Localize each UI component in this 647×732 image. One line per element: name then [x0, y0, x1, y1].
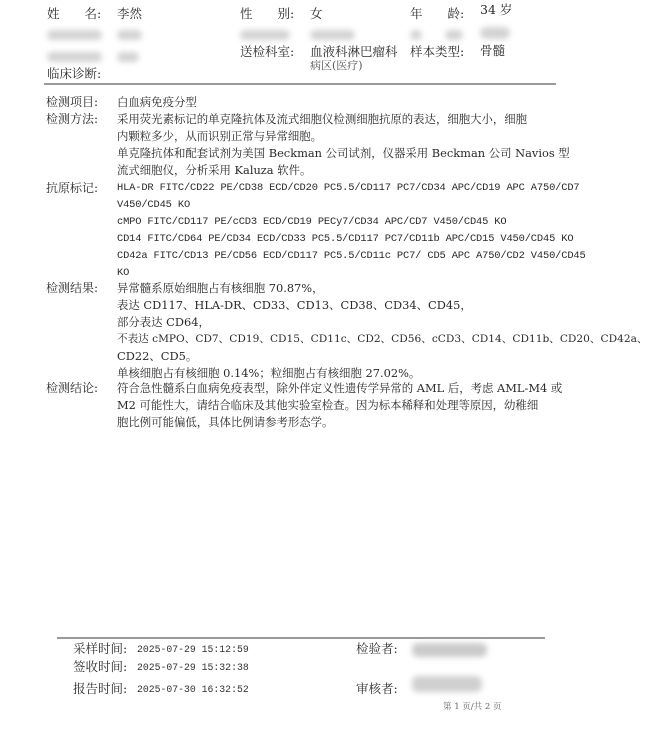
- redacted-label: [47, 30, 102, 40]
- antigen-tube-line: CD42a FITC/CD13 PE/CD56 ECD/CD117 PC5.5/CD11c PC7/ CD5 APC A750/CD2 V450/CD45: [117, 250, 586, 262]
- diagnosis-label: 临床诊断:: [47, 66, 102, 81]
- antigen-tube-line: HLA-DR FITC/CD22 PE/CD38 ECD/CD20 PC5.5/CD117 PC7/CD34 APC/CD19 APC A750/CD7: [117, 182, 580, 194]
- text-line: 部分表达 CD64，: [117, 315, 210, 329]
- department-label: 送检科室:: [240, 44, 295, 59]
- antigen-panel-label: 抗原标记:: [46, 181, 99, 195]
- text-line: 符合急性髓系白血病免疫表型，除外伴定义性遗传学异常的 AML 后，考虑 AML-M4 或: [117, 381, 563, 395]
- name-value: 李然: [117, 6, 143, 21]
- antigen-panel-value: [117, 180, 586, 282]
- page-indicator: 第 1 页/共 2 页: [443, 702, 502, 712]
- redacted-label: [240, 30, 290, 40]
- text-line: CD22、CD5。: [117, 349, 198, 363]
- text-line: 表达 CD117、HLA-DR、CD33、CD13、CD38、CD34、CD45，: [117, 298, 472, 312]
- report-time-label: 报告时间:: [73, 681, 128, 696]
- report-time-value: 2025-07-30 16:32:52: [137, 684, 249, 695]
- inspector-signature-redacted: [412, 643, 487, 657]
- age-label: 年 龄:: [410, 6, 465, 21]
- inspector-label: 检验者:: [356, 641, 398, 656]
- text-line: 白血病免疫分型: [117, 95, 197, 109]
- text-line: 单核细胞占有核细胞 0.14%；粒细胞占有核细胞 27.02%。: [117, 366, 421, 380]
- test-result-label: 检测结果:: [46, 281, 99, 295]
- text-line: 内颗粒多少，从而识别正常与异常细胞。: [117, 129, 323, 143]
- antigen-tube-line: V450/CD45 KO: [117, 199, 191, 211]
- reviewer-signature-redacted: [412, 676, 482, 692]
- receive-time-label: 签收时间:: [73, 659, 128, 674]
- receive-time-value: 2025-07-29 15:32:38: [137, 662, 249, 673]
- sample-time-label: 采样时间:: [73, 641, 128, 656]
- redacted-label: [47, 52, 102, 62]
- name-label: 姓 名:: [47, 6, 102, 21]
- redacted-label: [445, 30, 463, 40]
- sample-time-value: 2025-07-29 15:12:59: [137, 644, 249, 655]
- conclusion-value: [117, 380, 562, 431]
- text-line: 采用荧光素标记的单克隆抗体及流式细胞仪检测细胞抗原的表达，细胞大小，细胞: [117, 112, 528, 126]
- reviewer-label: 审核者:: [356, 681, 398, 696]
- department-value: 血液科淋巴瘤科: [310, 44, 398, 59]
- test-method-value: [117, 111, 570, 179]
- redacted-value: [310, 30, 355, 40]
- text-line: 胞比例可能偏低，具体比例请参考形态学。: [117, 415, 334, 429]
- test-item-value: [117, 94, 562, 111]
- redacted-label: [410, 30, 422, 40]
- text-line: 异常髓系原始细胞占有核细胞 70.87%，: [117, 281, 324, 295]
- age-value: 34 岁: [480, 2, 513, 17]
- sample-type-value: 骨髓: [480, 43, 506, 58]
- test-item-label: 检测项目:: [46, 95, 99, 109]
- text-line: 流式细胞仪，分析采用 Kaluza 软件。: [117, 163, 312, 177]
- redacted-value: [117, 52, 139, 62]
- text-line: 单克隆抗体和配套试剂为美国 Beckman 公司试剂，仪器采用 Beckman 公司 Navios 型: [117, 146, 570, 160]
- header-divider: [44, 83, 556, 85]
- gender-label: 性 别:: [240, 6, 295, 21]
- test-method-label: 检测方法:: [46, 112, 99, 126]
- department-value-line2: 病区(医疗): [310, 59, 363, 72]
- antigen-tube-line: CD14 FITC/CD64 PE/CD34 ECD/CD33 PC5.5/CD117 PC7/CD11b APC/CD15 V450/CD45 KO: [117, 233, 574, 245]
- antigen-tube-line: cMPO FITC/CD117 PE/cCD3 ECD/CD19 PECy7/CD34 APC/CD7 V450/CD45 KO: [117, 216, 507, 228]
- redacted-value: [117, 30, 142, 40]
- sample-type-label: 样本类型:: [410, 44, 465, 59]
- antigen-tube-line: KO: [117, 267, 130, 279]
- gender-value: 女: [310, 6, 323, 21]
- redacted-value: [480, 27, 510, 39]
- test-result-value: [117, 280, 647, 382]
- text-line: M2 可能性大，请结合临床及其他实验室检查。因为标本稀释和处理等原因，幼稚细: [117, 398, 539, 412]
- text-line: 不表达 cMPO、CD7、CD19、CD15、CD11c、CD2、CD56、cCD3、CD14、CD11b、CD20、CD42a、: [117, 333, 647, 345]
- footer-divider: [57, 637, 545, 639]
- conclusion-label: 检测结论:: [46, 381, 99, 395]
